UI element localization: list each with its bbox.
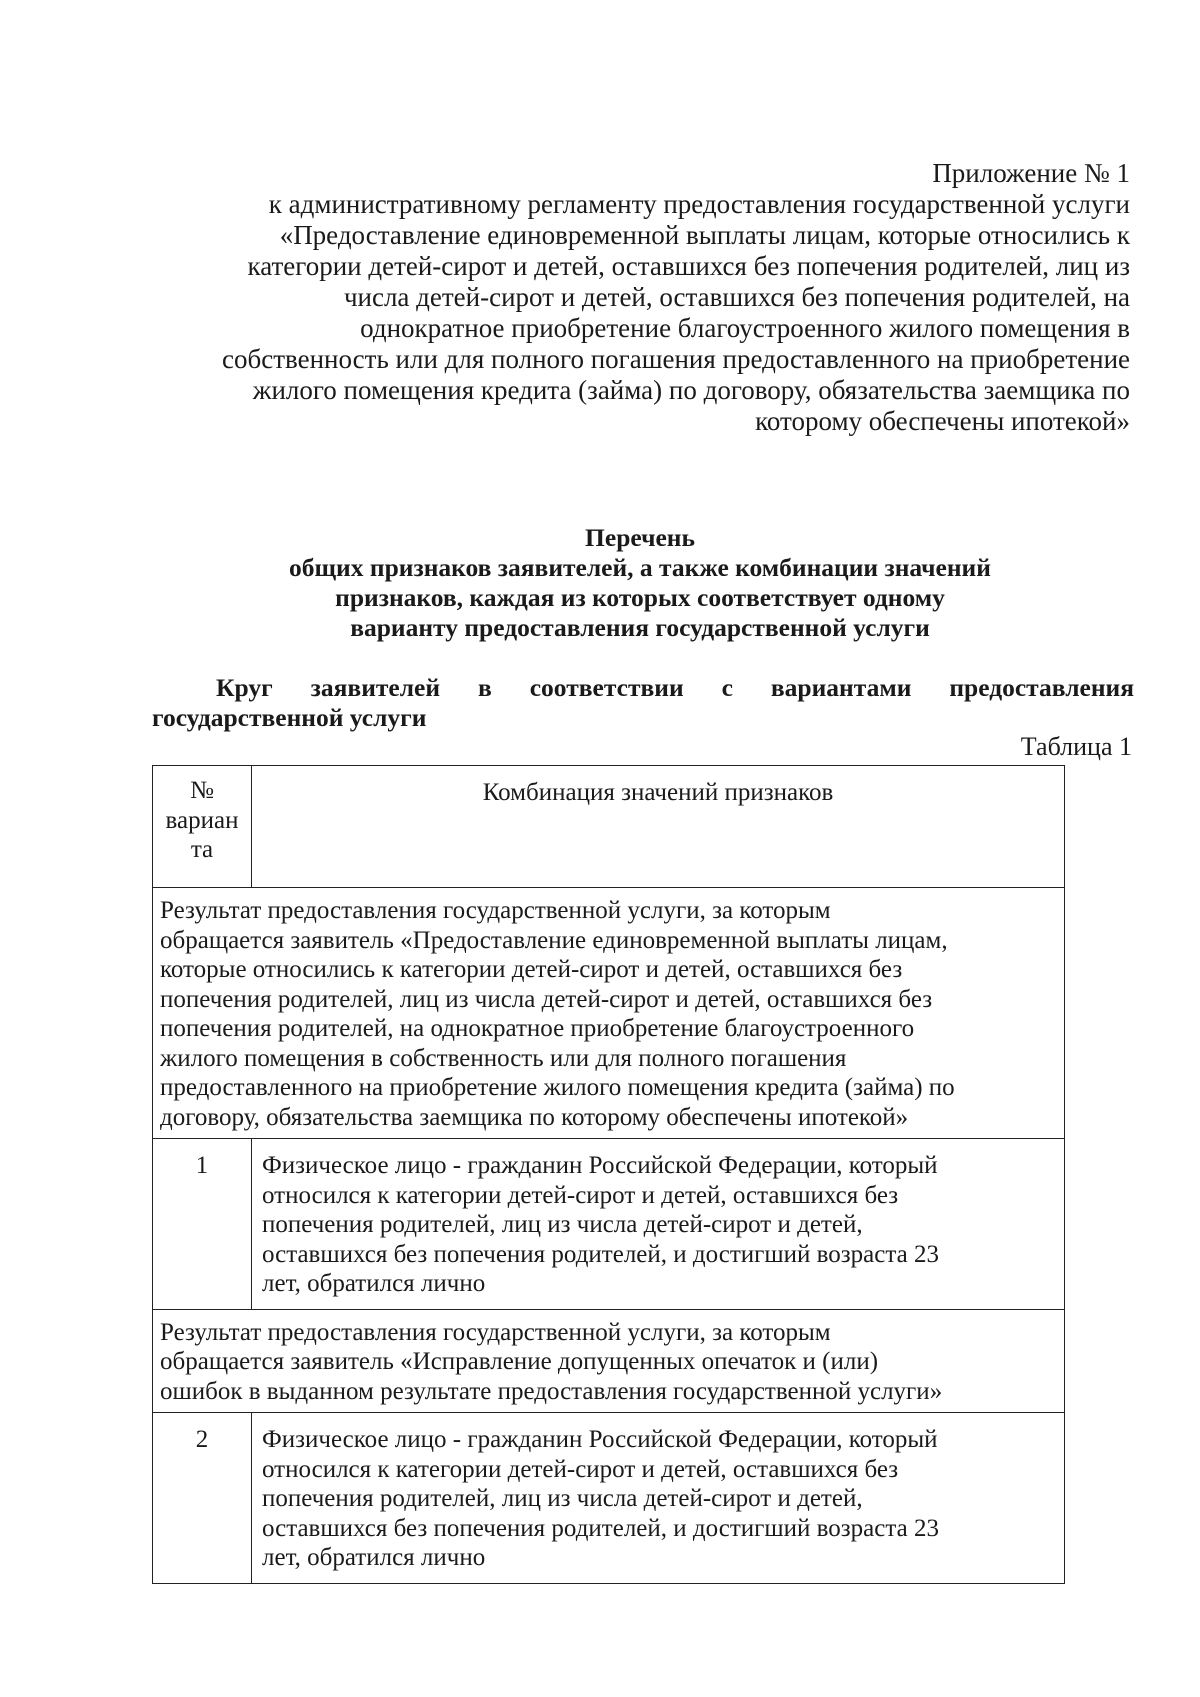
annex-title: Приложение № 1 xyxy=(932,158,1130,188)
result-line: жилого помещения в собственность или для полного погашения xyxy=(160,1044,847,1072)
title-line: варианту предоставления государственной услуги xyxy=(350,613,930,642)
title-line: признаков, каждая из которых соответствует одному xyxy=(335,583,945,612)
variant-line: относился к категории детей-сирот и детей, оставшихся без xyxy=(262,1181,899,1209)
annex-block xyxy=(210,158,1130,437)
variant-line: оставшихся без попечения родителей, и достигший возраста 23 xyxy=(262,1240,939,1268)
annex-line: к административному регламенту предоставления государственной услуги xyxy=(268,189,1130,219)
variant-row xyxy=(153,1413,1065,1584)
variants-table xyxy=(152,765,1065,1584)
variant-line: попечения родителей, лиц из числа детей-сирот и детей, xyxy=(262,1485,863,1512)
result-row xyxy=(153,888,1065,1139)
variant-line: Физическое лицо - гражданин Российской Федерации, который xyxy=(262,1426,938,1453)
variant-line: Физическое лицо - гражданин Российской Федерации, который xyxy=(262,1152,938,1179)
result-line: Результат предоставления государственной услуги, за которым xyxy=(160,897,831,924)
header-combination-cell: Комбинация значений признаков xyxy=(252,766,1065,888)
result-line: обращается заявитель «Исправление допущенных опечаток и (или) xyxy=(160,1348,879,1375)
annex-line: собственность или для полного погашения предоставленного на приобретение xyxy=(222,344,1130,374)
annex-line: жилого помещения кредита (займа) по договору, обязательства заемщика по xyxy=(252,375,1130,405)
document-title xyxy=(150,523,1130,643)
title-line: общих признаков заявителей, а также комбинации значений xyxy=(289,553,991,582)
result-line: попечения родителей, на однократное приобретение благоустроенного xyxy=(160,1015,915,1042)
result-line: договору, обязательства заемщика по которому обеспечены ипотекой» xyxy=(160,1103,909,1131)
variant-row xyxy=(153,1139,1065,1310)
annex-line: однократное приобретение благоустроенного жилого помещения в xyxy=(360,313,1130,343)
annex-line: категории детей-сирот и детей, оставшихся без попечения родителей, лиц из xyxy=(247,251,1130,281)
annex-line: числа детей-сирот и детей, оставшихся без попечения родителей, на xyxy=(343,282,1130,312)
annex-line: «Предоставление единовременной выплаты лицам, которые относились к xyxy=(279,220,1130,250)
result-cell xyxy=(153,888,1065,1139)
variant-line: оставшихся без попечения родителей, и достигший возраста 23 xyxy=(262,1514,939,1542)
result-line: ошибок в выданном результате предоставления государственной услуги» xyxy=(160,1377,943,1405)
header-variant-number-cell xyxy=(153,766,252,888)
header-cell-line: № xyxy=(190,777,214,804)
variant-line: лет, обратился лично xyxy=(262,1270,486,1297)
section-heading-line: Круг заявителей в соответствии с вариантами предоставления xyxy=(216,673,1134,702)
variant-line: лет, обратился лично xyxy=(262,1544,486,1571)
table-label: Таблица 1 xyxy=(1020,732,1132,761)
result-line: которые относились к категории детей-сирот и детей, оставшихся без xyxy=(160,956,903,983)
variant-description xyxy=(252,1413,1065,1584)
header-cell-line: вариан xyxy=(165,806,239,834)
result-line: обращается заявитель «Предоставление единовременной выплаты лицам, xyxy=(160,926,948,954)
table-header-row xyxy=(153,766,1065,888)
variant-description xyxy=(252,1139,1065,1310)
section-heading-line: государственной услуги xyxy=(152,703,427,732)
annex-line: которому обеспечены ипотекой» xyxy=(755,406,1130,436)
result-row xyxy=(153,1309,1065,1413)
variant-number: 1 xyxy=(153,1139,252,1310)
title-line: Перечень xyxy=(585,523,695,552)
variant-line: относился к категории детей-сирот и детей, оставшихся без xyxy=(262,1455,899,1483)
section-heading xyxy=(152,673,1134,733)
result-line: попечения родителей, лиц из числа детей-сирот и детей, оставшихся без xyxy=(160,985,933,1013)
header-cell-line: та xyxy=(190,836,214,863)
result-line: Результат предоставления государственной услуги, за которым xyxy=(160,1318,831,1346)
result-cell xyxy=(153,1309,1065,1413)
result-line: предоставленного на приобретение жилого помещения кредита (займа) по xyxy=(160,1074,955,1101)
variant-number: 2 xyxy=(153,1413,252,1584)
variant-line: попечения родителей, лиц из числа детей-сирот и детей, xyxy=(262,1211,863,1238)
